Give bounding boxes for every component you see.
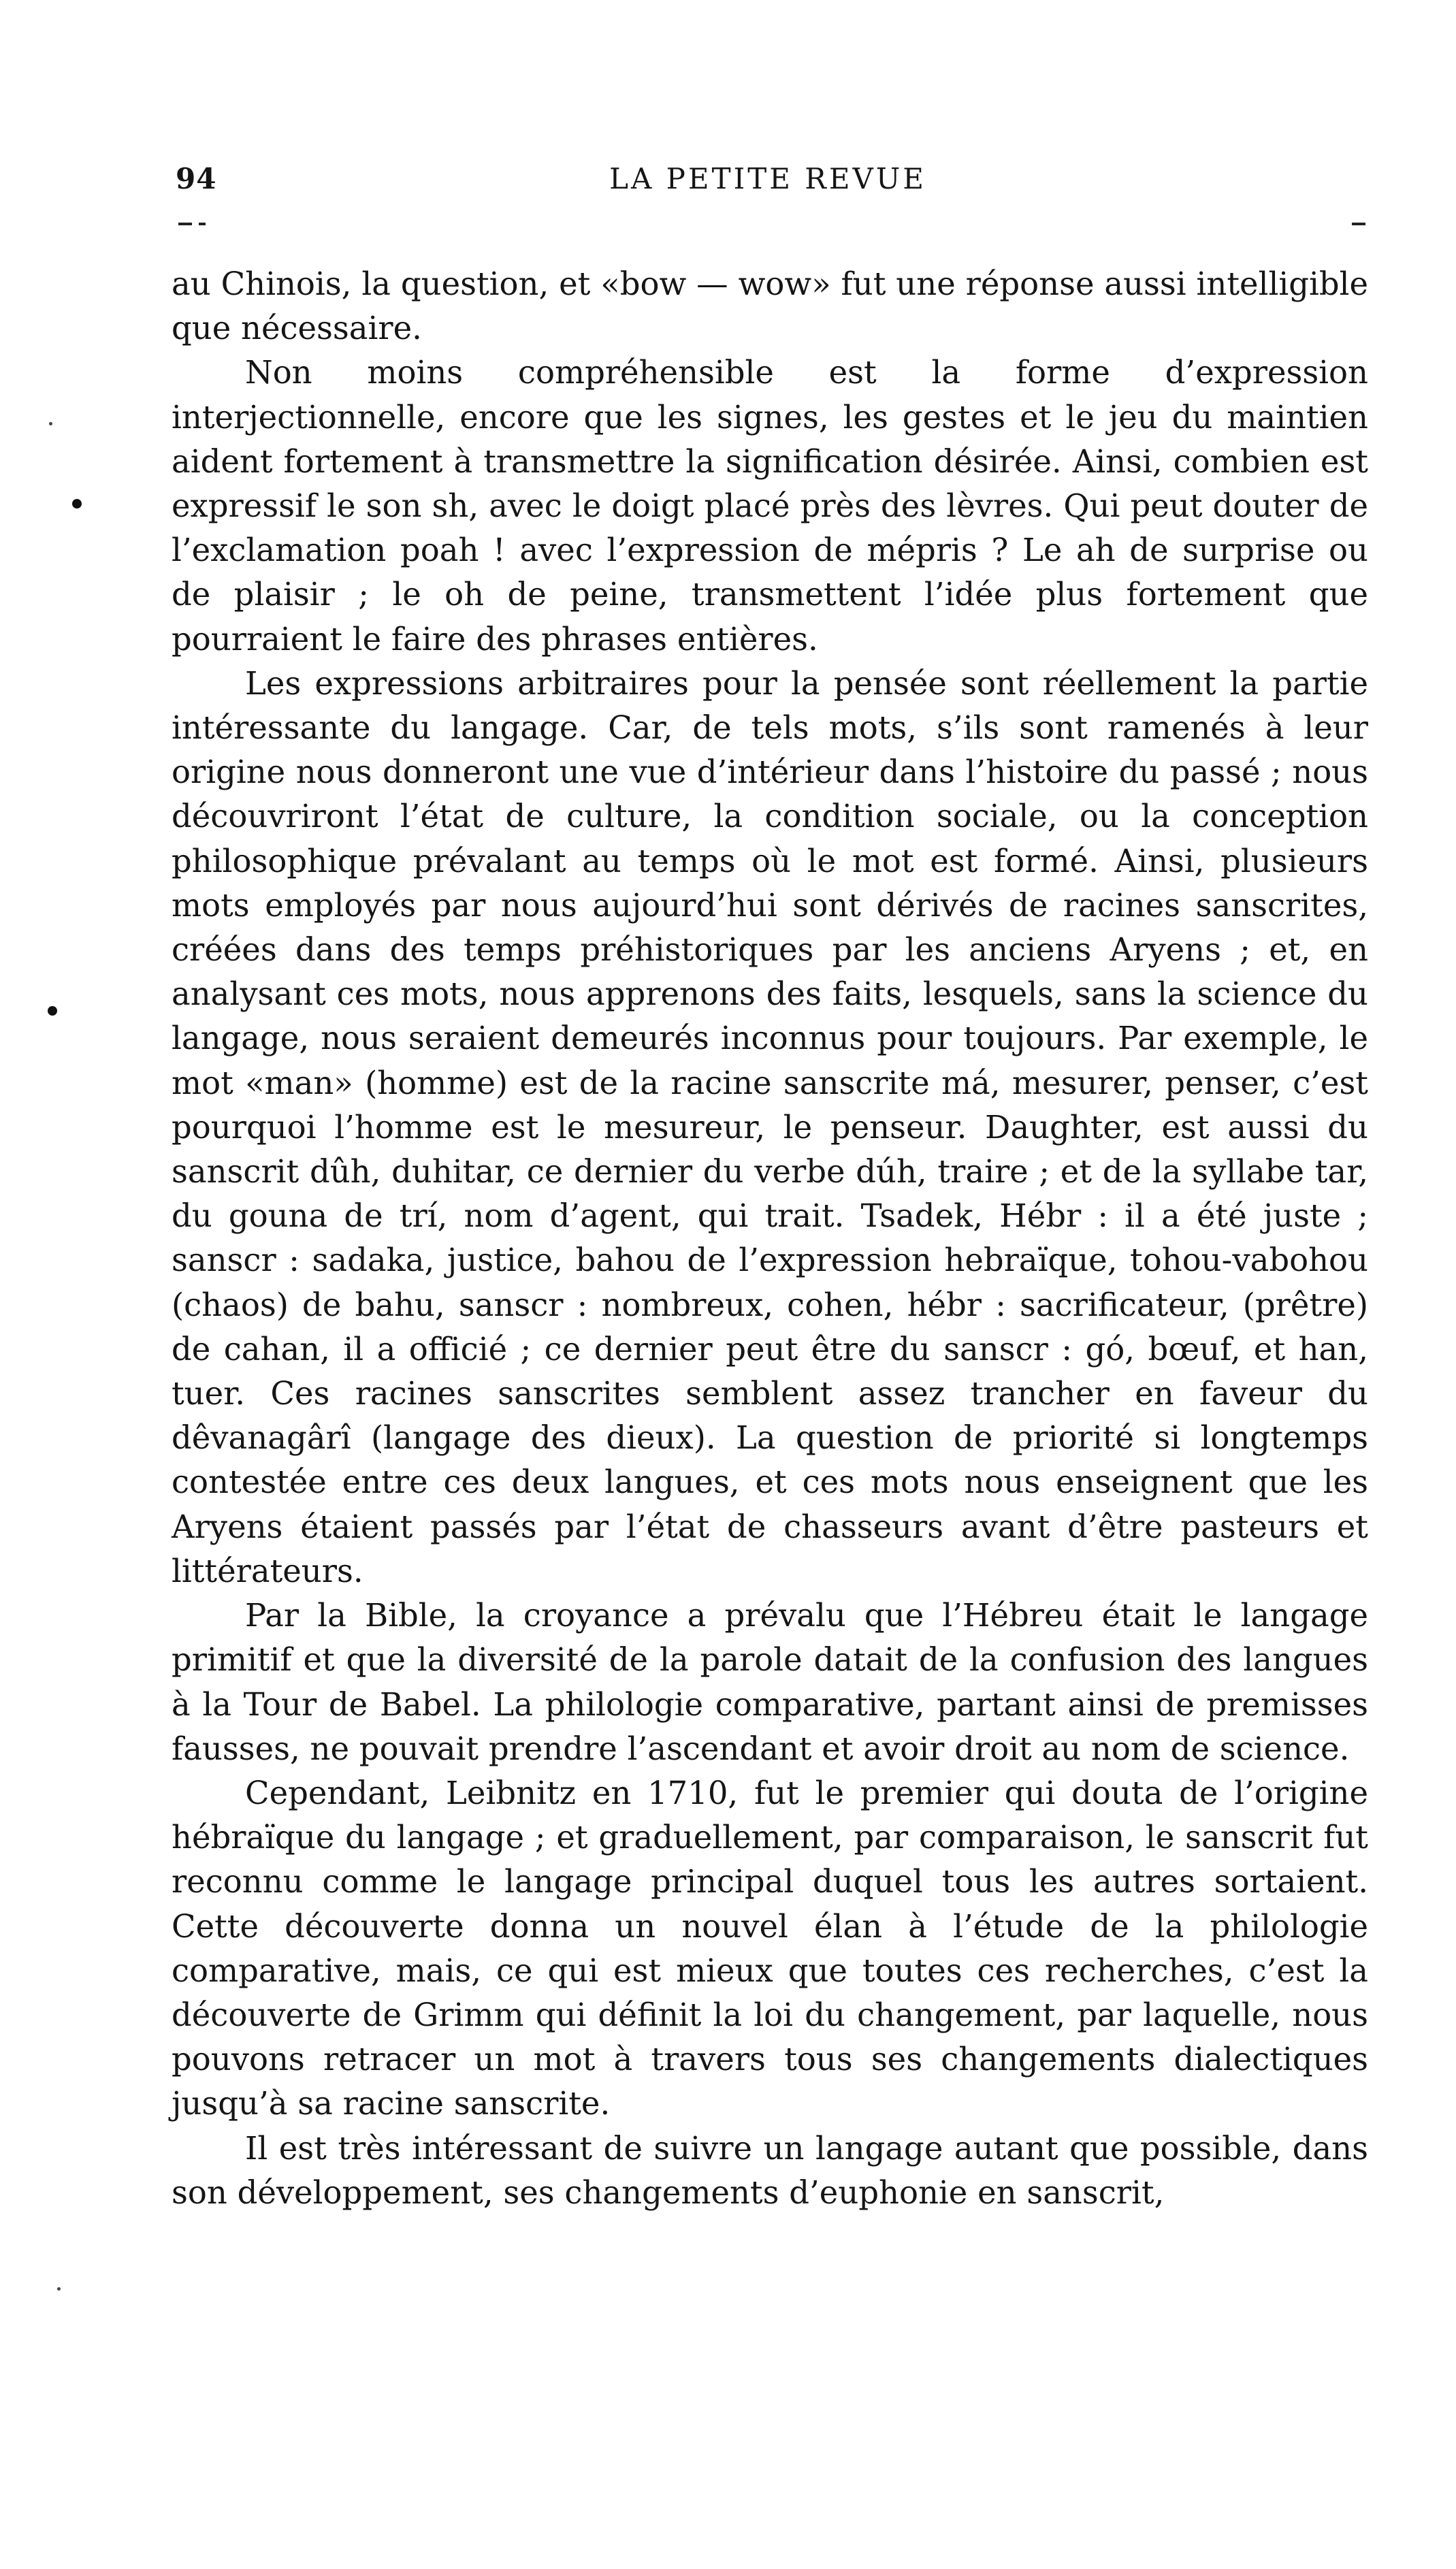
paragraph: au Chinois, la question, et «bow — wow» fut une réponse aussi intelligible que nécessaire. bbox=[172, 265, 1368, 347]
paragraph: Non moins compréhensible est la forme d’expression interjectionnelle, encore que les signes, les gestes et le jeu du maintien aident fortement à transmettre la signification désirée. Ainsi, combien est expressif le son sh, avec le doigt placé près des lèvres. Qui peut douter de l’exclamation poah ! avec l’expression de mépris ? Le ah de surprise ou de plaisir ; le oh de peine, transmettent l’idée plus fortement que pourraient le faire des phrases entières. bbox=[172, 354, 1368, 658]
header-mark-right bbox=[1352, 223, 1365, 225]
header-mark-left-2 bbox=[199, 223, 206, 225]
margin-speck bbox=[49, 422, 52, 425]
margin-dot bbox=[48, 1006, 57, 1016]
paragraph: Les expressions arbitraires pour la pensée sont réellement la partie intéressante du langage. Car, de tels mots, s’ils sont ramenés à leur origine nous donneront une vue d’intérieur dans l’histoire du passé ; nous découvriront l’état de culture, la condition sociale, ou la conception philosophique prévalant au temps où le mot est formé. Ainsi, plusieurs mots employés par nous aujourd’hui sont dérivés de racines sanscrites, créées dans des temps préhistoriques par les anciens Aryens ; et, en analysant ces mots, nous apprenons des faits, lesquels, sans la science du langage, nous seraient demeurés inconnus pour toujours. Par exemple, le mot «man» (homme) est de la racine sanscrite má, mesurer, penser, c’est pourquoi l’homme est le mesureur, le penseur. Daughter, est aussi du sanscrit dûh, duhitar, ce dernier du verbe dúh, traire ; et de la syllabe tar, du gouna de trí, nom d’agent, qui trait. Tsadek, Hébr : il a été juste ; sanscr : sadaka, justice, bahou de l’expression hebraïque, tohou-vabohou (chaos) de bahu, sanscr : nombreux, cohen, hébr : sacrificateur, (prêtre) de cahan, il a officié ; ce dernier peut être du sanscr : gó, bœuf, et han, tuer. Ces racines sanscrites semblent assez trancher en faveur du dêvanagârî (langage des dieux). La question de priorité si longtemps contestée entre ces deux langues, et ces mots nous enseignent que les Aryens étaient passés par l’état de chasseurs avant d’être pasteurs et littérateurs. bbox=[172, 664, 1368, 1589]
paragraph: Par la Bible, la croyance a prévalu que l’Hébreu était le langage primitif et que la diversité de la parole datait de la confusion des langues à la Tour de Babel. La philologie comparative, partant ainsi de premisses fausses, ne pouvait prendre l’ascendant et avoir droit au nom de science. bbox=[172, 1597, 1368, 1767]
paragraph: Cependant, Leibnitz en 1710, fut le premier qui douta de l’origine hébraïque du langage ; et graduellement, par comparaison, le sanscrit fut reconnu comme le langage principal duquel tous les autres sortaient. Cette découverte donna un nouvel élan à l’étude de la philologie comparative, mais, ce qui est mieux que toutes ces recherches, c’est la découverte de Grimm qui définit la loi du changement, par laquelle, nous pouvons retracer un mot à travers tous ses changements dialectiques jusqu’à sa racine sanscrite. bbox=[172, 1774, 1368, 2122]
page-number: 94 bbox=[176, 162, 217, 195]
running-title: LA PETITE REVUE bbox=[609, 162, 926, 195]
paragraph: Il est très intéressant de suivre un langage autant que possible, dans son développement, ses changements d’euphonie en sanscrit, bbox=[172, 2129, 1368, 2211]
header-mark-left bbox=[178, 223, 192, 225]
margin-speck bbox=[57, 2287, 61, 2291]
margin-dot bbox=[72, 499, 82, 508]
page-header bbox=[176, 162, 1360, 203]
body-text bbox=[172, 262, 1368, 2215]
